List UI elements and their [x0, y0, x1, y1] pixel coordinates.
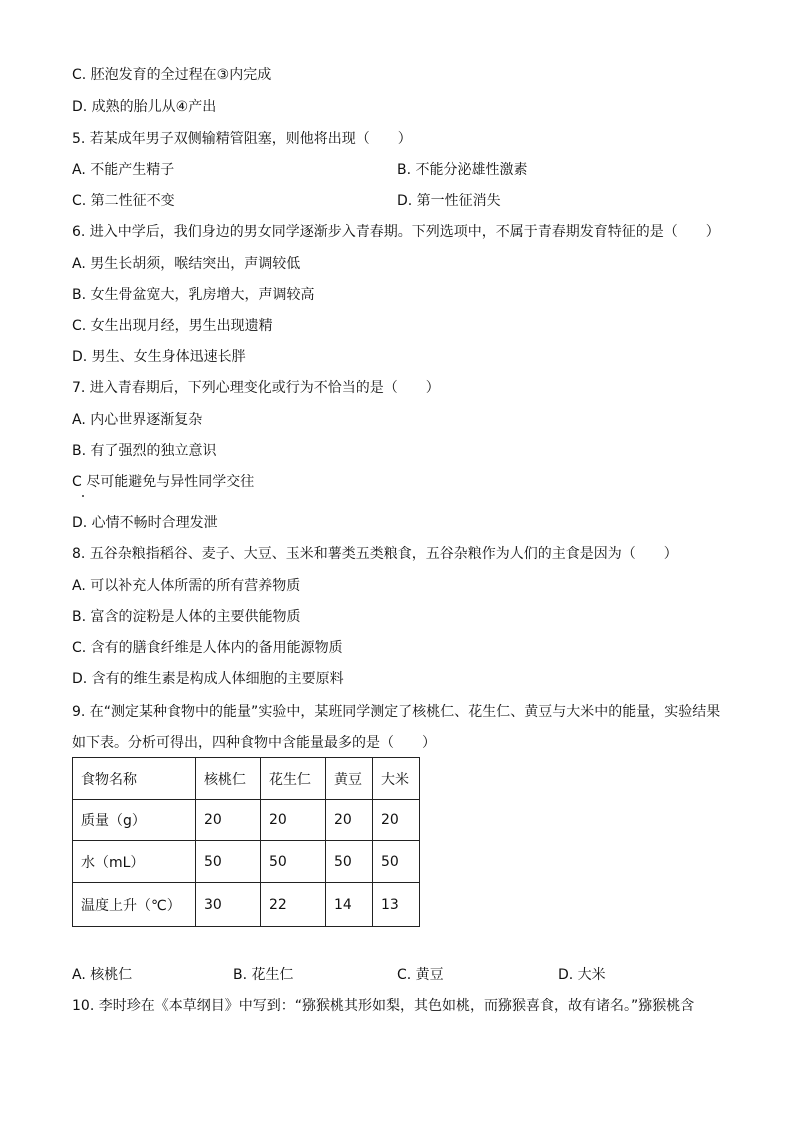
table-cell: 水（mL） [73, 841, 196, 883]
q9-stem-line2: 如下表。分析可得出，四种食物中含能量最多的是（ ） [72, 735, 436, 751]
table-row [73, 841, 420, 883]
table-header-cell: 黄豆 [326, 758, 373, 800]
table-header-cell: 大米 [373, 758, 420, 800]
table-cell: 20 [373, 800, 420, 841]
q7-option-d: D. 心情不畅时合理发泄 [72, 515, 218, 531]
q5-option-d: D. 第一性征消失 [397, 193, 501, 209]
table-cell: 质量（g） [73, 800, 196, 841]
table-cell: 22 [261, 883, 326, 927]
table-cell: 20 [326, 800, 373, 841]
q8-stem: 8. 五谷杂粮指稻谷、麦子、大豆、玉米和薯类五类粮食，五谷杂粮作为人们的主食是因为（ ） [72, 546, 678, 562]
table-cell: 30 [196, 883, 261, 927]
q5-stem: 5. 若某成年男子双侧输精管阻塞，则他将出现（ ） [72, 131, 412, 147]
q9-stem-line1: 9. 在“测定某种食物中的能量”实验中，某班同学测定了核桃仁、花生仁、黄豆与大米中的能量，实验结果 [72, 704, 721, 720]
q7-option-c: C 尽可能避免与异性同学交往 [72, 474, 255, 490]
q9-option-d: D. 大米 [558, 967, 606, 983]
q7-stem: 7. 进入青春期后，下列心理变化或行为不恰当的是（ ） [72, 380, 440, 396]
q5-option-b: B. 不能分泌雄性激素 [397, 162, 528, 178]
table-cell: 20 [261, 800, 326, 841]
q7-option-a: A. 内心世界逐渐复杂 [72, 412, 203, 428]
table-header-cell: 食物名称 [73, 758, 196, 800]
table-header-cell: 花生仁 [261, 758, 326, 800]
q8-option-c: C. 含有的膳食纤维是人体内的备用能源物质 [72, 640, 343, 656]
table-cell: 50 [373, 841, 420, 883]
q5-option-c: C. 第二性征不变 [72, 193, 175, 209]
q6-option-a: A. 男生长胡须，喉结突出，声调较低 [72, 256, 301, 272]
table-cell: 50 [261, 841, 326, 883]
energy-table [72, 757, 420, 927]
stray-dot [82, 495, 84, 497]
q8-option-d: D. 含有的维生素是构成人体细胞的主要原料 [72, 671, 344, 687]
q4-option-d: D. 成熟的胎儿从④产出 [72, 99, 217, 115]
q10-stem: 10. 李时珍在《本草纲目》中写到：“猕猴桃其形如梨，其色如桃，而猕猴喜食，故有诸名。”猕猴桃含 [72, 998, 695, 1014]
table-cell: 13 [373, 883, 420, 927]
table-row [73, 800, 420, 841]
q5-option-a: A. 不能产生精子 [72, 162, 175, 178]
q6-stem: 6. 进入中学后，我们身边的男女同学逐渐步入青春期。下列选项中，不属于青春期发育特征的是（ ） [72, 224, 720, 240]
table-cell: 温度上升（℃） [73, 883, 196, 927]
q9-option-a: A. 核桃仁 [72, 967, 133, 983]
table-row [73, 883, 420, 927]
table-cell: 20 [196, 800, 261, 841]
q9-option-b: B. 花生仁 [233, 967, 294, 983]
table-header-cell: 核桃仁 [196, 758, 261, 800]
table-cell: 50 [196, 841, 261, 883]
q6-option-d: D. 男生、女生身体迅速长胖 [72, 349, 246, 365]
table-cell: 50 [326, 841, 373, 883]
q7-option-b: B. 有了强烈的独立意识 [72, 443, 217, 459]
q8-option-a: A. 可以补充人体所需的所有营养物质 [72, 578, 301, 594]
q6-option-b: B. 女生骨盆宽大，乳房增大，声调较高 [72, 287, 315, 303]
table-cell: 14 [326, 883, 373, 927]
q9-option-c: C. 黄豆 [397, 967, 444, 983]
table-header-row [73, 758, 420, 800]
q8-option-b: B. 富含的淀粉是人体的主要供能物质 [72, 609, 301, 625]
q4-option-c: C. 胚泡发育的全过程在③内完成 [72, 67, 272, 83]
q6-option-c: C. 女生出现月经，男生出现遗精 [72, 318, 273, 334]
